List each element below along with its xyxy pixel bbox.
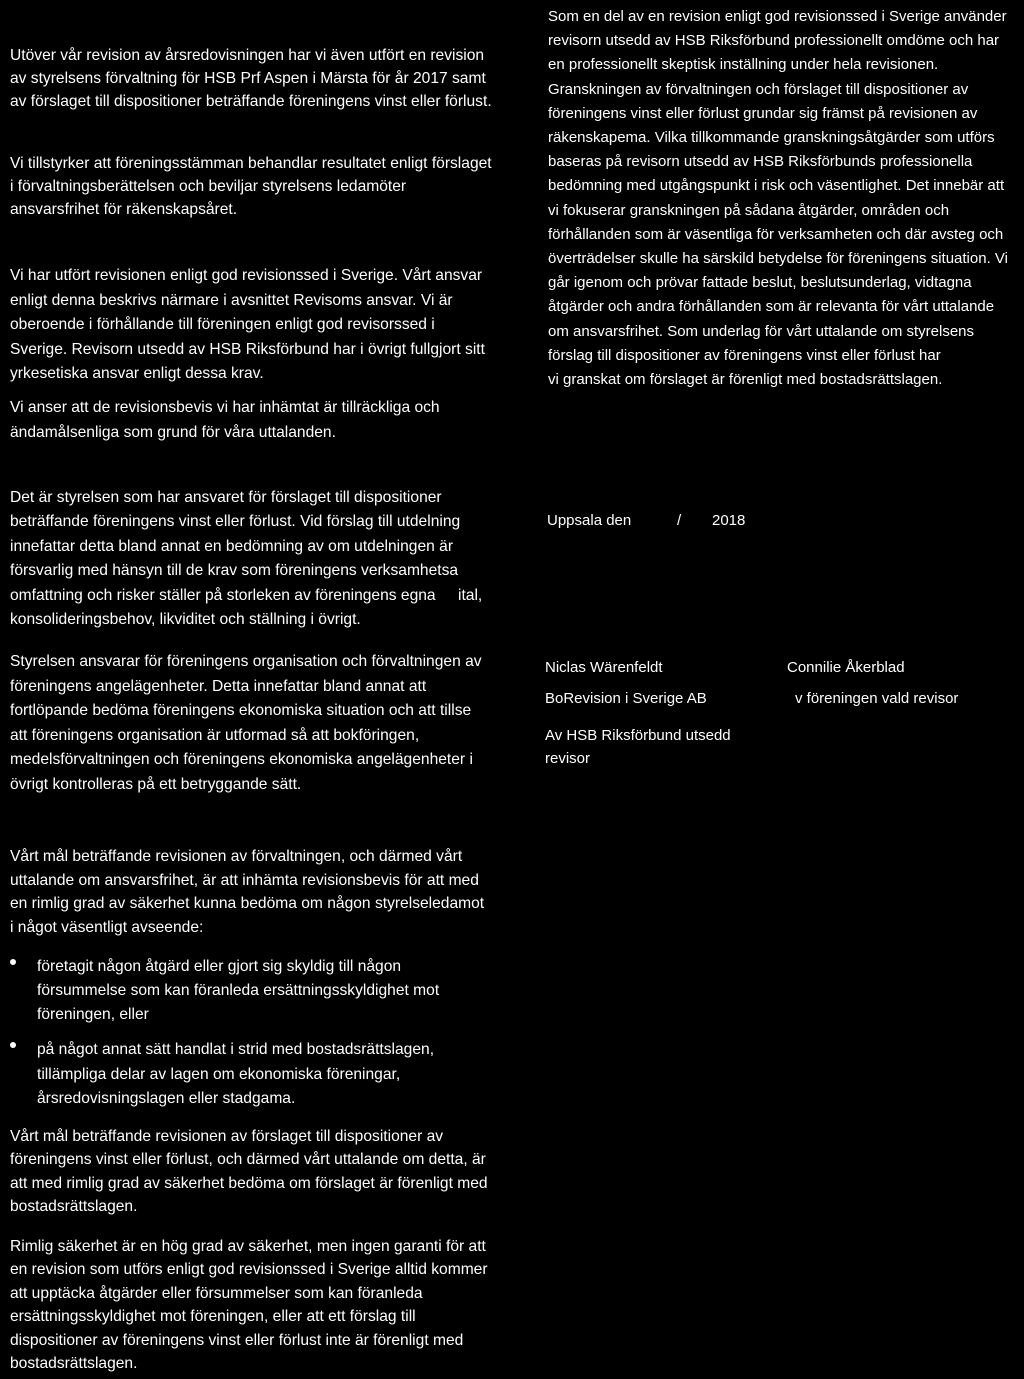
text-line: beträffande föreningens vinst eller förlust. Vid förslag till utdelning [10,513,461,531]
text-line: Utöver vår revision av årsredovisningen har vi även utfört en revision [10,47,485,64]
text-line: på något annat sätt handlat i strid med bostadsrättslagen, [37,1041,435,1058]
paragraph-goal-dispositions [10,1125,488,1218]
text-line: Rimlig säkerhet är en hög grad av säkerhet, men ingen garanti för att [10,1238,486,1255]
text-line: Granskningen av förvaltningen och förslaget till dispositioner av [548,80,969,98]
text-line: årsredovisningslagen eller stadgama. [37,1090,296,1107]
text-line: Som en del av en revision enligt god revisionssed i Sverige använder [548,8,1007,25]
text-line: att föreningens organisation är utformad så att bokföringen, [10,726,420,744]
auditor-1-firm: BoRevision i Sverige AB [545,690,707,707]
text-line: av styrelsens förvaltning för HSB Prf Aspen i Märsta för år 2017 samt [10,70,486,87]
auditor-2-name: Connilie Åkerblad [787,659,905,676]
signature-year: 2018 [712,512,746,529]
date-separator: / [677,512,682,529]
text-line: konsolideringsbehov, likviditet och ställning i övrigt. [10,611,361,629]
text-line-tail: ital, [458,586,483,604]
text-line: föreningens vinst eller förlust grundar sig främst på revisionen av [548,104,978,122]
text-line: Vi tillstyrker att föreningsstämman behandlar resultatet enligt förslaget [10,155,492,172]
text-line: förslag till dispositioner av föreningens vinst eller förlust har [548,346,941,364]
text-line: uttalande om ansvarsfrihet, är att inhämta revisionsbevis för att med [10,871,479,889]
text-line: föreningens angelägenheter. Detta innefattar bland annat att [10,677,427,695]
text-line: bedömning med utgångspunkt i risk och väsentlighet. Det innebär att [548,177,1005,195]
text-line: Vi anser att de revisionsbevis vi har inhämtat är tillräckliga och [10,399,440,416]
text-line: går igenom och prövar fattade beslut, beslutsunderlag, vidtagna [548,274,972,292]
text-line: föreningens vinst eller förlust, och därmed vårt uttalande om detta, är [10,1151,486,1169]
text-line: vi fokuserar granskningen på sådana åtgärder, områden och [548,201,950,219]
text-line: att med rimlig grad av säkerhet bedöma om förslaget är förenligt med [10,1174,488,1192]
text-line: enligt denna beskrivs närmare i avsnittet Revisoms ansvar. Vi är [10,291,453,309]
text-line: åtgärder och andra förhållanden som är relevanta för vårt uttalande [548,298,995,316]
bullet-item-1 [37,955,439,1027]
text-line: försvarlig med hänsyn till de krav som föreningens verksamhetsa [10,562,459,580]
text-line: Det är styrelsen som har ansvaret för förslaget till dispositioner [10,489,442,506]
text-line: övrigt kontrolleras på ett betryggande sätt. [10,775,302,793]
text-line: räkenskapema. Vilka tillkommande granskningsåtgärder som utförs [548,129,995,147]
text-line: ersättningsskyldighet mot föreningen, eller att ett förslag till [10,1308,416,1326]
text-line: i förvaltningsberättelsen och beviljar styrelsens ledamöter [10,178,407,195]
text-line: föreningen, eller [37,1006,149,1023]
text-line-with-gap [10,584,483,608]
text-line: yrkesetiska ansvar enligt dessa krav. [10,365,264,382]
paragraph-board-dispositions [10,486,483,632]
paragraph-sufficiency [10,395,440,445]
text-line: en professionellt skeptisk inställning under hela revisionen. [548,56,939,74]
bullet-icon [10,959,16,965]
paragraph-recommendation [10,152,492,221]
text-line: en revision som utförs enligt god revisionssed i Sverige alltid kommer [10,1261,488,1279]
auditor-1-name: Niclas Wärenfeldt [545,659,663,676]
text-line: innefattar detta bland annat en bedömning av om utdelningen är [10,537,454,555]
paragraph-intro [10,44,492,113]
auditor-1-appointment-line: revisor [545,750,591,767]
text-line: i något väsentligt avseende: [10,919,204,937]
text-line: förhållanden som är väsentliga för verksamheten och där avsteg och [548,225,1004,243]
bullet-icon [10,1042,16,1048]
text-line: ändamålsenliga som grund för våra uttalanden. [10,424,336,441]
text-line: oberoende i förhållande till föreningen enligt god revisorssed i [10,316,435,333]
text-line: bostadsrättslagen. [10,1355,138,1373]
text-line: försummelse som kan föranleda ersättningsskyldighet mot [37,982,440,999]
paragraph-goal-administration [10,845,484,940]
paragraph-basis [10,264,485,387]
paragraph-reasonable-assurance [10,1235,488,1375]
text-line: av förslaget till dispositioner beträffande föreningens vinst eller förlust. [10,93,492,110]
text-line: bostadsrättslagen. [10,1197,138,1215]
text-line: Vi har utfört revisionen enligt god revisionssed i Sverige. Vårt ansvar [10,267,483,284]
text-line: Styrelsen ansvarar för föreningens organisation och förvaltningen av [10,653,482,670]
text-line: ansvarsfrihet för räkenskapsåret. [10,201,238,218]
text-line: överträdelser skulle ha särskild betydelse för föreningens situation. Vi [548,250,1008,268]
auditor-2-role: v föreningen vald revisor [795,690,959,707]
text-line: om ansvarsfrihet. Som underlag för vårt uttalande om styrelsens [548,322,975,340]
text-line: baseras på revisorn utsedd av HSB Riksförbunds professionella [548,153,973,171]
auditor-1-appointment-line: Av HSB Riksförbund utsedd [545,727,731,744]
bullet-item-2 [37,1038,434,1112]
text-line: Vårt mål beträffande revisionen av förslaget till dispositioner av [10,1128,444,1145]
text-line: Vårt mål beträffande revisionen av förvaltningen, och därmed vårt [10,848,463,865]
text-line: revisorn utsedd av HSB Riksförbund professionellt omdöme och har [548,32,1000,50]
text-line-start: omfattning och risker ställer på storleken av föreningens egna [10,586,436,604]
text-line: en rimlig grad av säkerhet kunna bedöma om någon styrelseledamot [10,895,485,913]
text-line: företagit någon åtgärd eller gjort sig skyldig till någon [37,958,402,975]
text-line: dispositioner av föreningens vinst eller förlust inte är förenligt med [10,1331,464,1349]
text-line: medelsförvaltningen och föreningens ekonomiska angelägenheter i [10,751,473,769]
text-line: att upptäcka åtgärder eller försummelser som kan föranleda [10,1284,423,1302]
paragraph-board-organisation [10,650,482,798]
text-line: Sverige. Revisorn utsedd av HSB Riksförbund har i övrigt fullgjort sitt [10,340,485,358]
text-line: tillämpliga delar av lagen om ekonomiska föreningar, [37,1065,401,1083]
text-line: vi granskat om förslaget är förenligt med bostadsrättslagen. [548,371,943,389]
paragraph-auditor-approach [548,5,1008,392]
text-line: fortlöpande bedöma föreningens ekonomiska situation och att tillse [10,702,472,720]
place-date-label: Uppsala den [547,512,632,529]
